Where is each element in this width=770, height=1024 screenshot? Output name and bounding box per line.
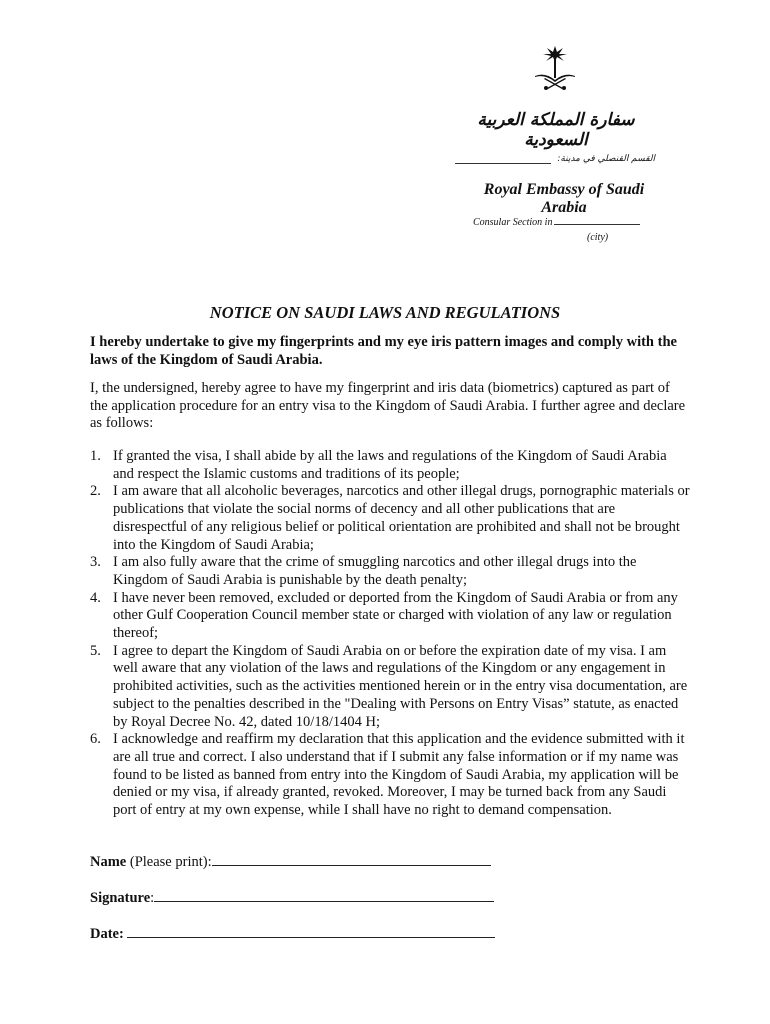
date-field-row: [90, 925, 495, 943]
name-label: Name: [90, 854, 127, 870]
signature-label: Signature: [90, 890, 151, 906]
document-title: NOTICE ON SAUDI LAWS AND REGULATIONS: [209, 303, 561, 322]
consular-section-label: Consular Section in: [473, 217, 553, 228]
declaration-item: [90, 554, 690, 589]
date-input-line[interactable]: [127, 925, 495, 938]
saudi-emblem-icon: [531, 42, 579, 92]
declaration-number: 1.: [90, 448, 101, 464]
signature-colon: :: [150, 890, 155, 906]
signature-input-line[interactable]: [154, 889, 494, 902]
declaration-item: [90, 731, 690, 820]
declaration-number: 5.: [90, 642, 101, 659]
declaration-number: 6.: [90, 731, 101, 748]
declaration-item: [90, 483, 690, 554]
embassy-name: Royal Embassy of Saudi Arabia: [483, 181, 645, 216]
declaration-text: I am also fully aware that the crime of smuggling narcotics and other illegal drugs into the Kingdom of Saudi Arabia is punishable by the death penalty;: [113, 554, 637, 588]
undertaking-statement: I hereby undertake to give my fingerprints and my eye iris pattern images and comply with the laws of the Kingdom of Saudi Arabia.: [90, 334, 677, 368]
date-label: Date:: [90, 926, 124, 942]
arabic-city-blank-line[interactable]: [455, 163, 551, 164]
declaration-text: If granted the visa, I shall abide by all the laws and regulations of the Kingdom of Saudi Arabia and respect the Islamic customs and traditions of its people;: [113, 448, 667, 482]
declaration-text: I am aware that all alcoholic beverages, narcotics and other illegal drugs, pornographic materials or publications that violate the social norms of decency and all other publications that are disrespectful of any religious belief or political orientation are prohibited and shall not be brought into the Kingdom of Saudi Arabia;: [113, 483, 690, 553]
declaration-number: 3.: [90, 554, 101, 571]
intro-paragraph: I, the undersigned, hereby agree to have my fingerprint and iris data (biometrics) captured as part of the application procedure for an entry visa to the Kingdom of Saudi Arabia. I further agree and declare as follows:: [90, 380, 686, 432]
name-field-row: [90, 853, 491, 871]
declaration-text: I agree to depart the Kingdom of Saudi Arabia on or before the expiration date of my visa. I am well aware that any violation of the laws and regulations of the Kingdom or any engagement in prohibited activities, such as the activities mentioned herein or in the entry visa documentation, are subject to the penalties described in the "Dealing with Persons on Entry Visas” statute, as enacted by Royal Decree No. 42, dated 10/18/1404 H;: [113, 642, 688, 730]
declarations-list: [90, 448, 690, 820]
declaration-number: 2.: [90, 483, 101, 500]
city-blank-line[interactable]: [554, 224, 640, 225]
arabic-consular-label: القسم القنصلي في مدينة:: [557, 154, 655, 164]
declaration-number: 4.: [90, 589, 101, 606]
declaration-item: [90, 643, 690, 732]
consular-section-field: [473, 217, 640, 228]
declaration-text: I have never been removed, excluded or deported from the Kingdom of Saudi Arabia or from any other Gulf Cooperation Council member state or charged with violation of any law or regulation thereof;: [113, 589, 678, 642]
arabic-consular-city-field: [455, 154, 655, 164]
declaration-text: I acknowledge and reaffirm my declaration that this application and the evidence submitted with it are all true and correct. I also understand that if I submit any false information or if my name was found to be listed as banned from entry into the Kingdom of Saudi Arabia, my application will be denied or my visa, if already granted, revoked. Moreover, I may be turned back from any Saudi port of entry at my own expense, while I shall have no right to demand compensation.: [113, 731, 685, 819]
declaration-item: [90, 590, 690, 643]
name-hint: (Please print):: [126, 854, 212, 870]
name-input-line[interactable]: [212, 853, 491, 866]
declaration-item: [90, 448, 690, 483]
embassy-arabic-title: سفارة المملكة العربية السعودية: [477, 110, 635, 150]
signature-field-row: [90, 889, 494, 907]
city-caption: (city): [587, 232, 609, 243]
